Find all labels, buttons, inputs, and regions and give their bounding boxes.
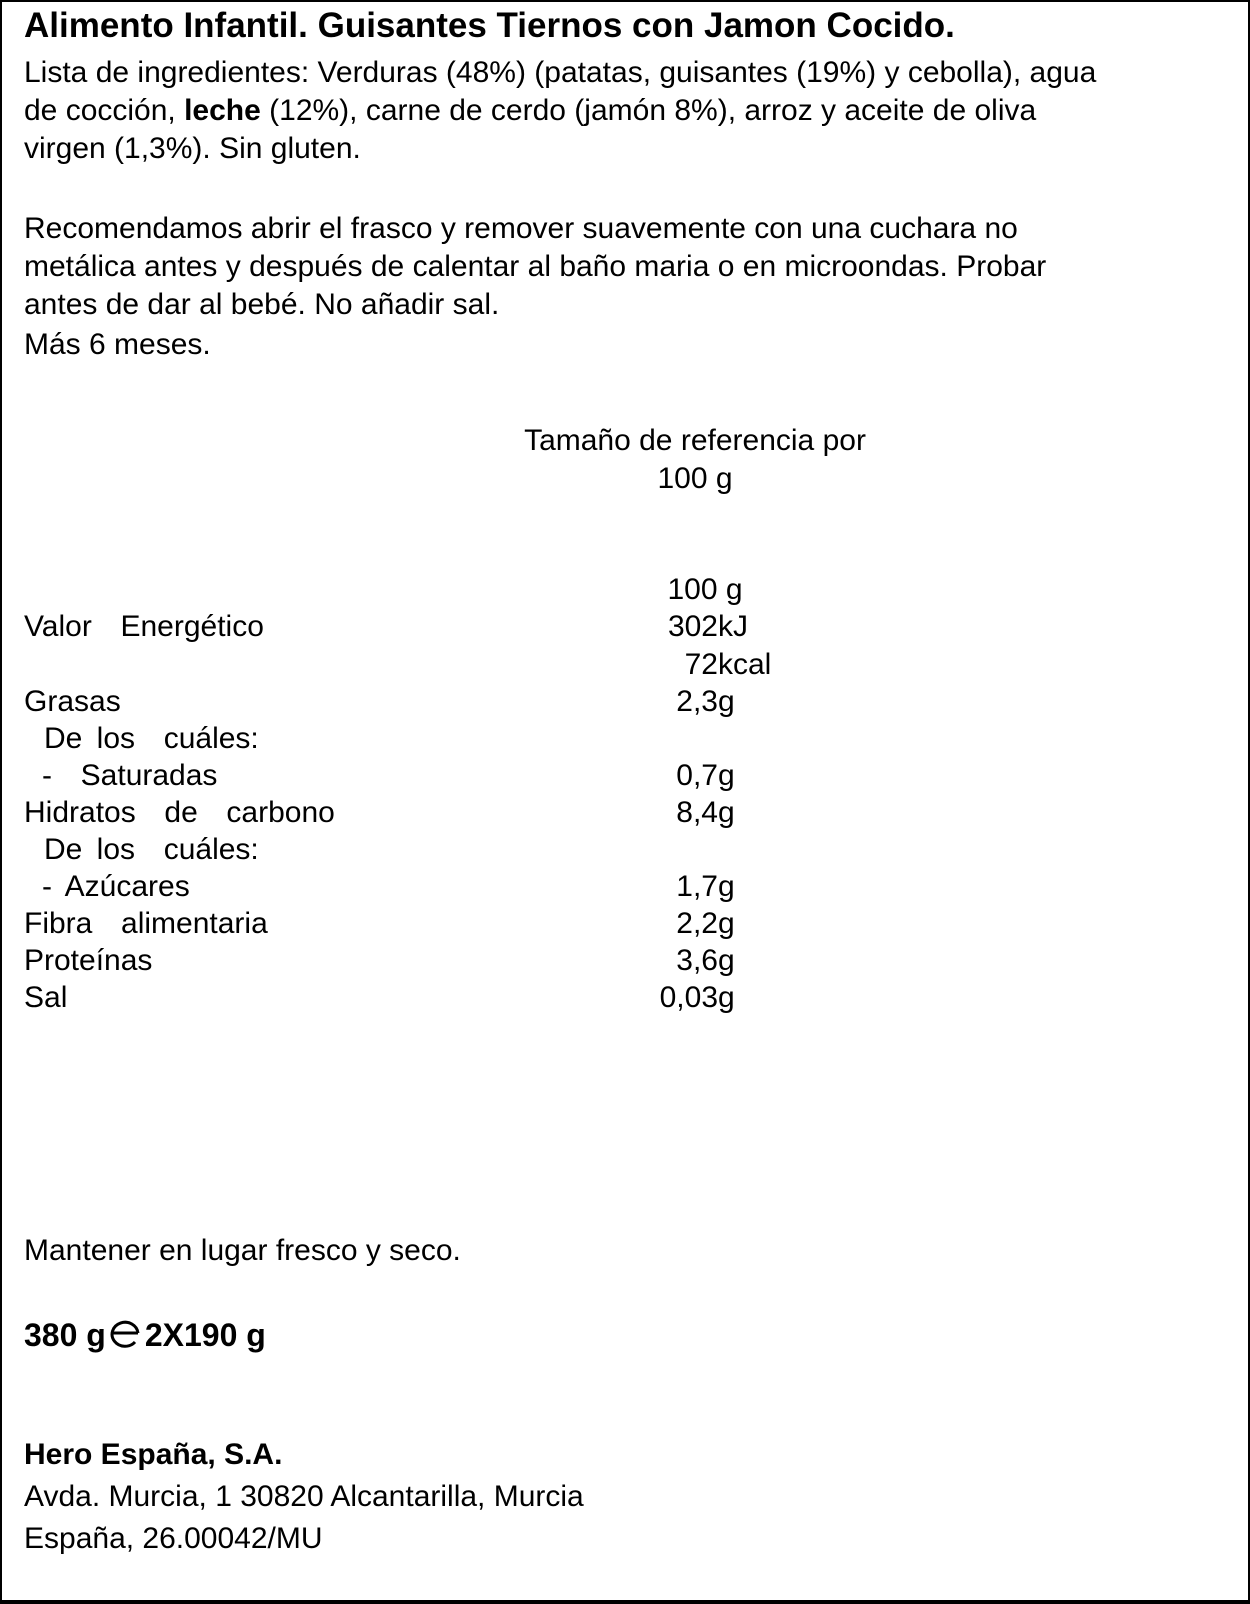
allergen-milk: leche — [184, 94, 261, 127]
age-recommendation: Más 6 meses. — [24, 328, 211, 361]
nutrient-unit: g — [718, 759, 735, 792]
nutrient-unit: g — [718, 685, 735, 718]
nutrient-label: De los cuáles: — [44, 833, 259, 866]
reference-size-line-2: 100 g — [657, 462, 733, 495]
nutrition-row — [24, 757, 804, 795]
nutrient-label: Grasas — [24, 685, 121, 718]
nutrient-unit: g — [718, 907, 735, 940]
nutrient-unit: g — [718, 981, 735, 1014]
nutrition-column-header: 100 g — [667, 573, 743, 606]
nutrient-label: Proteínas — [24, 944, 153, 977]
nutrition-row-energy-kj — [24, 608, 804, 646]
nutrient-label: De los cuáles: — [44, 722, 259, 755]
nutrient-label: Sal — [24, 981, 68, 1014]
net-weight-total: 380 g — [24, 1317, 106, 1353]
nutrient-value: 2,3 — [676, 685, 718, 718]
ingredients-line-2 — [24, 92, 1036, 130]
nutrition-row — [24, 979, 804, 1017]
nutrition-row — [24, 683, 804, 721]
nutrient-label: - Azúcares — [42, 870, 190, 903]
nutrition-row — [24, 720, 804, 758]
nutrient-unit: g — [718, 944, 735, 977]
nutrient-value: 1,7 — [676, 870, 718, 903]
nutrient-label: Fibra alimentaria — [24, 907, 268, 940]
nutrition-row — [24, 831, 804, 869]
energy-kj-unit: kJ — [718, 610, 748, 643]
nutrient-value: 0,7 — [676, 759, 718, 792]
instructions-line-2: metálica antes y después de calentar al baño maria o en microondas. Probar — [24, 250, 1047, 283]
energy-kcal-unit: kcal — [718, 648, 772, 681]
instructions-line-1: Recomendamos abrir el frasco y remover suavemente con una cuchara no — [24, 212, 1018, 245]
estimated-sign-icon — [108, 1318, 142, 1356]
nutrition-row — [24, 942, 804, 980]
nutrient-value: 0,03 — [659, 981, 718, 1014]
company-address: Avda. Murcia, 1 30820 Alcantarilla, Murcia — [24, 1480, 584, 1513]
energy-label: Valor Energético — [24, 610, 264, 643]
ingredients-line-2-start: de cocción, — [24, 94, 185, 127]
nutrient-label: Hidratos de carbono — [24, 796, 335, 829]
company-country-code: España, 26.00042/MU — [24, 1522, 323, 1555]
ingredients-line-2-end: (12%), carne de cerdo (jamón 8%), arroz y aceite de oliva — [260, 94, 1037, 127]
nutrient-unit: g — [718, 796, 735, 829]
company-name: Hero España, S.A. — [24, 1438, 283, 1471]
energy-kj-value: 302 — [667, 610, 718, 643]
reference-size-line-1: Tamaño de referencia por — [524, 424, 866, 457]
instructions-line-3: antes de dar al bebé. No añadir sal. — [24, 288, 500, 321]
net-weight — [24, 1316, 266, 1356]
energy-kcal-value: 72 — [684, 648, 718, 681]
product-title: Alimento Infantil. Guisantes Tiernos con Jamon Cocido. — [24, 6, 955, 45]
nutrient-value: 2,2 — [676, 907, 718, 940]
nutrient-label: - Saturadas — [42, 759, 218, 792]
nutrition-row — [24, 868, 804, 906]
ingredients-line-3: virgen (1,3%). Sin gluten. — [24, 132, 361, 165]
ingredients-line-1: Lista de ingredientes: Verduras (48%) (patatas, guisantes (19%) y cebolla), agua — [24, 56, 1097, 89]
nutrient-value: 3,6 — [676, 944, 718, 977]
storage-instructions: Mantener en lugar fresco y seco. — [24, 1234, 461, 1267]
nutrition-row — [24, 905, 804, 943]
nutrition-row-energy-kcal — [24, 646, 804, 684]
net-weight-units: 2X190 g — [144, 1317, 266, 1353]
nutrient-value: 8,4 — [676, 796, 718, 829]
nutrition-row — [24, 794, 804, 832]
nutrient-unit: g — [718, 870, 735, 903]
